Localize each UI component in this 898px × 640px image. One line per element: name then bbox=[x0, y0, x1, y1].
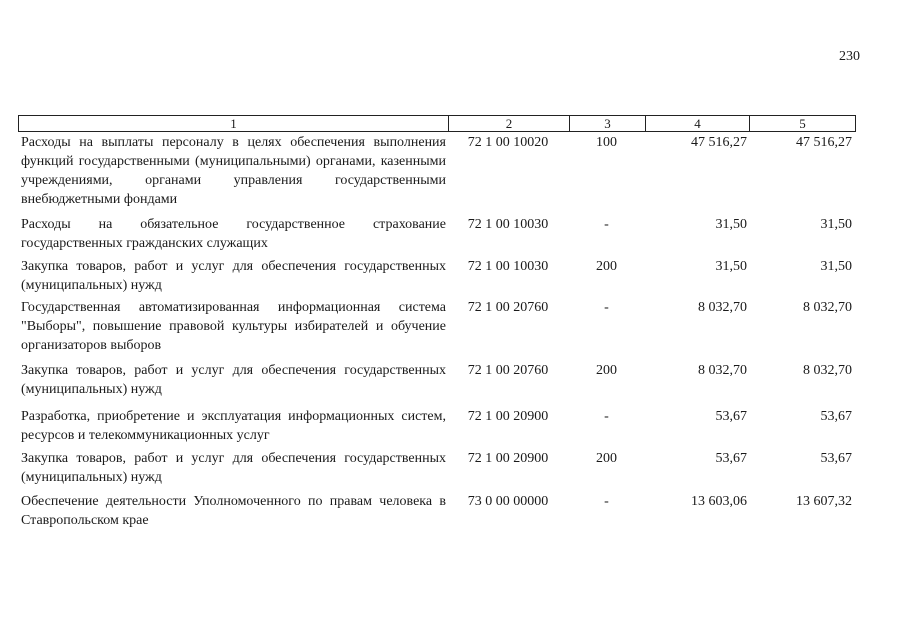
table-header bbox=[18, 115, 856, 132]
row-type: 200 bbox=[596, 259, 617, 274]
row-name: Расходы на обязательное государственное страхование государственных гражданских служащих bbox=[21, 217, 446, 251]
row-code: 72 1 00 10020 bbox=[467, 135, 549, 150]
row-type: - bbox=[604, 494, 609, 509]
row-value-5: 8 032,70 bbox=[803, 363, 852, 378]
row-value-4: 8 032,70 bbox=[698, 300, 747, 315]
row-name: Государственная автоматизированная информационная система "Выборы", повышение правовой культуры избирателей и обучение организаторов выборов bbox=[21, 300, 446, 353]
row-value-4: 47 516,27 bbox=[691, 135, 747, 150]
row-type: 200 bbox=[596, 363, 617, 378]
row-type: 200 bbox=[596, 451, 617, 466]
row-type: - bbox=[604, 300, 609, 315]
header-col-4: 4 bbox=[646, 116, 750, 132]
header-col-3: 3 bbox=[570, 116, 646, 132]
row-code: 72 1 00 10030 bbox=[467, 217, 549, 232]
row-type: - bbox=[604, 409, 609, 424]
row-value-5: 13 607,32 bbox=[796, 494, 852, 509]
page-number: 230 bbox=[839, 49, 860, 64]
row-value-4: 53,67 bbox=[715, 451, 747, 466]
row-name: Разработка, приобретение и эксплуатация информационных систем, ресурсов и телекоммуникационных услуг bbox=[21, 409, 446, 443]
row-code: 72 1 00 20900 bbox=[467, 451, 549, 466]
row-code: 72 1 00 20900 bbox=[467, 409, 549, 424]
row-code: 72 1 00 10030 bbox=[467, 259, 549, 274]
row-value-4: 31,50 bbox=[715, 217, 747, 232]
row-value-5: 31,50 bbox=[820, 217, 852, 232]
row-value-5: 31,50 bbox=[820, 259, 852, 274]
row-name: Закупка товаров, работ и услуг для обеспечения государственных (муниципальных) нужд bbox=[21, 451, 446, 485]
row-value-4: 13 603,06 bbox=[691, 494, 747, 509]
row-value-4: 53,67 bbox=[715, 409, 747, 424]
row-name: Расходы на выплаты персоналу в целях обеспечения выполнения функций государственными (муниципальными) органами, казенными учреждениями, органами управления государственными внебюджетными фондами bbox=[21, 135, 446, 207]
header-col-5: 5 bbox=[750, 116, 856, 132]
row-name: Закупка товаров, работ и услуг для обеспечения государственных (муниципальных) нужд bbox=[21, 259, 446, 293]
row-type: - bbox=[604, 217, 609, 232]
row-code: 73 0 00 00000 bbox=[467, 494, 549, 509]
header-col-1: 1 bbox=[19, 116, 449, 132]
row-value-5: 47 516,27 bbox=[796, 135, 852, 150]
row-name: Обеспечение деятельности Уполномоченного по правам человека в Ставропольском крае bbox=[21, 494, 446, 528]
row-value-5: 53,67 bbox=[820, 409, 852, 424]
row-value-4: 31,50 bbox=[715, 259, 747, 274]
row-value-5: 53,67 bbox=[820, 451, 852, 466]
row-value-4: 8 032,70 bbox=[698, 363, 747, 378]
row-value-5: 8 032,70 bbox=[803, 300, 852, 315]
row-name: Закупка товаров, работ и услуг для обеспечения государственных (муниципальных) нужд bbox=[21, 363, 446, 397]
row-type: 100 bbox=[596, 135, 617, 150]
header-col-2: 2 bbox=[449, 116, 570, 132]
row-code: 72 1 00 20760 bbox=[467, 300, 549, 315]
row-code: 72 1 00 20760 bbox=[467, 363, 549, 378]
